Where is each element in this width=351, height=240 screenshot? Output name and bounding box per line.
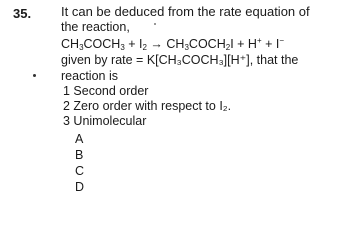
eq-sub: 2 bbox=[225, 43, 231, 52]
bullet-dot bbox=[33, 74, 36, 77]
eq-text: CH bbox=[61, 37, 80, 51]
question-line-5: reaction is bbox=[61, 69, 118, 83]
stray-mark bbox=[154, 23, 156, 25]
reaction-equation bbox=[61, 37, 284, 52]
question-number: 35. bbox=[13, 6, 32, 21]
eq-sup: − bbox=[279, 36, 284, 45]
eq-text: I + H bbox=[230, 37, 257, 51]
eq-sup: + bbox=[256, 36, 262, 45]
eq-sub: 3 bbox=[120, 43, 125, 52]
eq-text: + I bbox=[124, 37, 143, 51]
eq-text: COCH bbox=[188, 37, 226, 51]
question-line-1: It can be deduced from the rate equation of bbox=[61, 4, 310, 19]
eq-sub: 2 bbox=[142, 43, 147, 52]
rate-law-line: given by rate = K[CH₃COCH₃][H⁺], that the bbox=[61, 53, 299, 67]
question-line-2: the reaction, bbox=[61, 20, 130, 34]
answer-option-c[interactable]: C bbox=[75, 164, 85, 178]
reaction-arrow: → bbox=[146, 37, 167, 51]
eq-text: CH bbox=[166, 37, 185, 51]
statement-1: 1 Second order bbox=[63, 84, 149, 98]
answer-option-d[interactable]: D bbox=[75, 180, 85, 194]
answer-option-b[interactable]: B bbox=[75, 148, 84, 162]
eq-text: + I bbox=[261, 37, 280, 51]
answer-option-a[interactable]: A bbox=[75, 132, 84, 146]
statement-3: 3 Unimolecular bbox=[63, 114, 147, 128]
statement-2: 2 Zero order with respect to I₂. bbox=[63, 99, 232, 113]
eq-sub: 3 bbox=[184, 43, 189, 52]
eq-text: COCH bbox=[83, 37, 121, 51]
eq-sub: 3 bbox=[79, 43, 84, 52]
